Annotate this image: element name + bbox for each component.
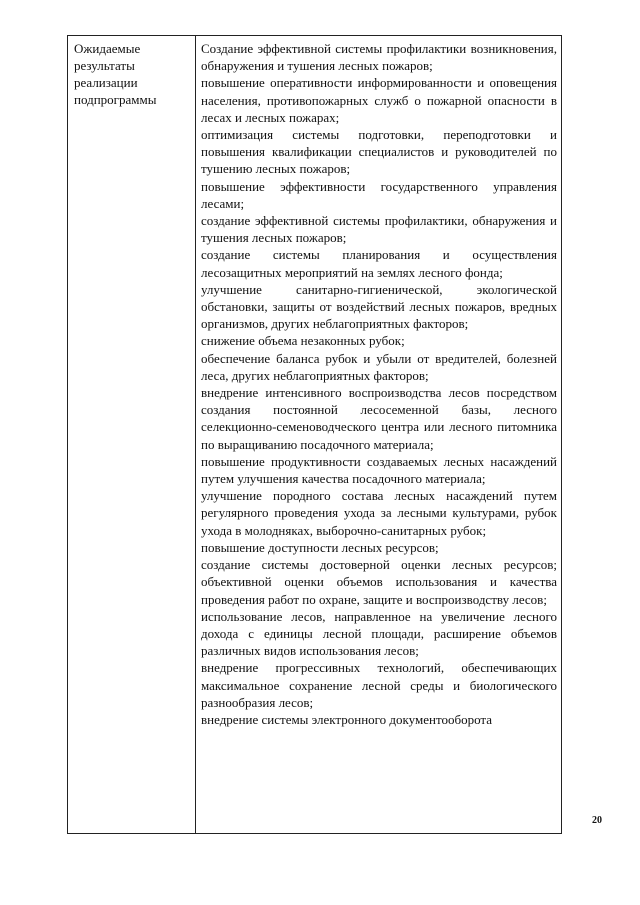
list-item: создание системы планирования и осуществления лесозащитных мероприятий на землях лесного фонда;: [201, 247, 557, 280]
list-item: снижение объема незаконных рубок;: [201, 333, 405, 349]
list-item: создание системы достоверной оценки лесных ресурсов; объективной оценки объемов использования и качества проведения работ по охране, защите и воспроизводству лесов;: [201, 557, 557, 607]
list-item: внедрение интенсивного воспроизводства лесов посредством создания постоянной лесосеменной базы, лесного селекционно-семеноводческого центра или лесного питомника по выращиванию посадочного материала;: [201, 385, 557, 452]
list-item: повышение продуктивности создаваемых лесных насаждений путем улучшения качества посадочного материала;: [201, 453, 557, 487]
list-item: улучшение породного состава лесных насаждений путем регулярного проведения ухода за лесными культурами, рубок ухода в молодняках, выборочно-санитарных рубок;: [201, 488, 557, 538]
list-item: повышение доступности лесных ресурсов;: [201, 539, 439, 555]
list-item: внедрение прогрессивных технологий, обеспечивающих максимальное сохранение лесной среды и биологического разнообразия лесов;: [201, 660, 557, 710]
list-item: внедрение системы электронного документооборота: [201, 711, 493, 727]
results-table: [67, 35, 562, 834]
list-item: использование лесов, направленное на увеличение лесного дохода с единицы лесной площади, расширение объемов различных видов использования лесов;: [201, 608, 557, 659]
table-label-cell: [68, 36, 196, 833]
section-label: Ожидаемые результаты реализации подпрограммы: [74, 41, 157, 107]
list-item: повышение эффективности государственного управления лесами;: [201, 178, 557, 211]
list-item: повышение оперативности информированности и оповещения населения, противопожарных служб о пожарной опасности в лесах и лесных пожарах;: [201, 75, 557, 125]
list-item: Создание эффективной системы профилактики возникновения, обнаружения и тушения лесных пожаров;: [201, 41, 557, 74]
list-item: оптимизация системы подготовки, переподготовки и повышения квалификации специалистов и руководителей по тушению лесных пожаров;: [201, 127, 557, 177]
list-item: обеспечение баланса рубок и убыли от вредителей, болезней леса, других неблагоприятных факторов;: [201, 350, 557, 383]
table-content-cell: [196, 36, 562, 833]
list-item: улучшение санитарно-гигиенической, экологической обстановки, защиты от воздействий лесных пожаров, вредных организмов, других неблагоприятных факторов;: [201, 281, 557, 332]
list-item: создание эффективной системы профилактики, обнаружения и тушения лесных пожаров;: [201, 213, 557, 246]
page-number: 20: [592, 815, 602, 826]
